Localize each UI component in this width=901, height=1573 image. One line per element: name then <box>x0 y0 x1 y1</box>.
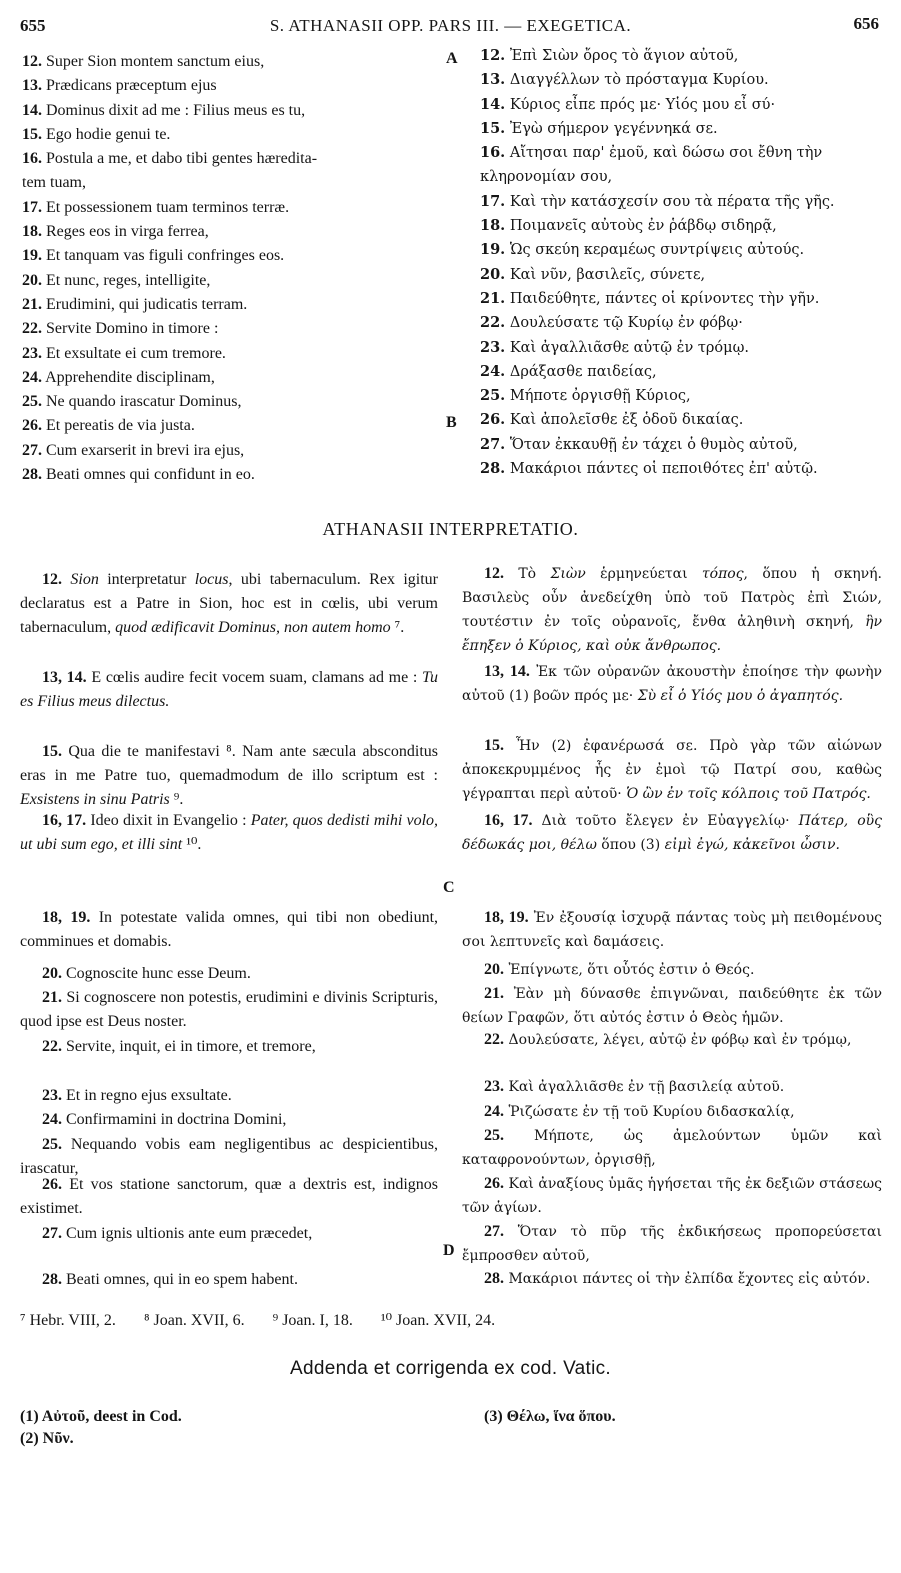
interpretation-paragraph <box>462 734 882 806</box>
paragraph-text: Ὅταν τὸ πῦρ τῆς ἐκδικήσεως προπορεύσεται ἔμπροσθεν αὐτοῦ, <box>462 1224 883 1264</box>
verse-text: Ὡς σκεύη κεραμέως συντρίψεις αὐτούς. <box>509 242 805 259</box>
verse-line <box>480 384 885 408</box>
verse-number: 22. <box>480 314 506 332</box>
quoted-text: Σιὼν <box>550 566 586 582</box>
interpretation-paragraph <box>20 809 438 857</box>
verse-line <box>480 44 885 68</box>
verse-line <box>22 99 440 123</box>
verse-line <box>22 366 440 390</box>
verse-number: 22. <box>42 1038 62 1055</box>
verse-text: Servite Domino in timore : <box>46 320 219 338</box>
verse-number: 20. <box>480 265 506 283</box>
interpretation-paragraph <box>20 986 438 1034</box>
verse-line <box>480 68 885 92</box>
page-number-right: 656 <box>853 14 879 33</box>
interpretation-paragraph <box>20 1268 438 1292</box>
verse-text: Καὶ ἀγαλλιᾶσθε αὐτῷ ἐν τρόμῳ. <box>509 339 750 356</box>
verse-number: 18, 19. <box>484 909 529 926</box>
footnotes <box>20 1310 519 1330</box>
paragraph-text: Μακάριοι πάντες οἱ τὴν ἐλπίδα ἔχοντες εἰς αὐτόν. <box>508 1271 871 1287</box>
interpretation-paragraph <box>462 1172 882 1220</box>
interpretation-paragraph <box>462 562 882 658</box>
quoted-text: εἰμὶ ἐγώ, κἀκεῖνοι ὦσιν. <box>664 837 840 853</box>
paragraph-text: Ἐκ τῶν οὐρανῶν ἀκουστὴν ἐποίησε τὴν φωνὴν αὐτοῦ (1) βοῶν πρός με· <box>462 664 883 704</box>
verse-line <box>480 457 885 481</box>
verse-number: 18. <box>480 217 506 235</box>
verse-line <box>480 238 885 262</box>
verse-text: Et pereatis de via justa. <box>46 417 195 435</box>
verse-number: 13. <box>22 77 42 95</box>
verse-number: 19. <box>480 241 506 259</box>
interpretation-paragraph <box>462 1267 882 1291</box>
verse-number: 14. <box>22 101 42 119</box>
verse-line <box>22 414 440 438</box>
paragraph-text: Δουλεύσατε, λέγει, αὐτῷ ἐν φόβῳ καὶ ἐν τρόμῳ, <box>508 1032 852 1048</box>
paragraph-text: ⁷. <box>390 619 405 636</box>
verse-text: Et possessionem tuam terminos terræ. <box>46 198 290 216</box>
verse-number: 23. <box>484 1078 504 1095</box>
verse-text: Et exsultate ei cum tremore. <box>46 344 226 362</box>
margin-marker-c: C <box>443 879 455 896</box>
paragraph-text: Confirmamini in doctrina Domini, <box>66 1111 287 1128</box>
addenda-left <box>20 1406 182 1450</box>
interpretation-paragraph <box>462 906 882 954</box>
verse-number: 12. <box>22 53 42 70</box>
verse-line <box>22 463 440 487</box>
verse-line <box>480 93 885 117</box>
running-header <box>0 16 901 44</box>
verse-text: Δράξασθε παιδείας, <box>509 363 657 380</box>
paragraph-text: ἑρμηνεύεται <box>585 566 702 582</box>
verse-line <box>22 220 440 244</box>
verse-number: 25. <box>22 393 42 411</box>
verse-number: 17. <box>480 192 506 210</box>
margin-marker-a: A <box>446 50 458 67</box>
quoted-text: Tu es Filius meus dilectus. <box>20 669 439 710</box>
verse-number: 19. <box>22 247 42 265</box>
verse-text: Ἐγὼ σήμερον γεγέννηκά σε. <box>509 120 718 137</box>
paragraph-text: Servite, inquit, ei in timore, et tremore, <box>66 1038 316 1055</box>
verse-text: κληρονομίαν σου, <box>480 169 613 186</box>
verse-number: 21. <box>484 985 504 1002</box>
verse-line <box>22 74 440 98</box>
verse-number: 21. <box>22 295 42 313</box>
verse-text: Et nunc, reges, intelligite, <box>46 271 211 289</box>
verse-number: 13. <box>480 71 506 89</box>
interpretation-paragraph <box>462 958 882 982</box>
verse-number: 25. <box>42 1136 62 1153</box>
verse-text: Παιδεύθητε, πάντες οἱ κρίνοντες τὴν γῆν. <box>509 290 820 307</box>
paragraph-text: , ὅπου ἡ σκηνή. Βασιλεὺς οὖν ἀνεδείχθη ὑπὸ τοῦ Πατρὸς ἐπὶ Σιών, τουτέστιν ἐν τοῖς οὐρανοῖς, ἔνθα ἀληθινὴ σκηνή, <box>462 566 882 630</box>
verse-text: Κύριος εἶπε πρός με· Υἱός μου εἶ σύ· <box>509 96 776 113</box>
verse-number: 21. <box>42 989 62 1006</box>
paragraph-text: In potestate valida omnes, qui tibi non obediunt, comminues et domabis. <box>20 909 439 950</box>
verse-line <box>480 311 885 335</box>
verse-line <box>480 190 885 214</box>
interpretation-paragraph <box>20 906 438 954</box>
verse-number: 12. <box>480 47 506 64</box>
verse-line <box>22 269 440 293</box>
verse-number: 16, 17. <box>484 812 533 829</box>
paragraph-text: , ubi tabernaculum. Rex igitur declaratus est a Patre in Sion, hoc est in cœlis, ubi verum tabernaculum, <box>20 571 438 636</box>
verse-line <box>480 165 885 189</box>
verse-number: 28. <box>22 466 42 484</box>
addenda-right <box>484 1406 616 1428</box>
quoted-text: Ὁ ὢν ἐν τοῖς κόλποις τοῦ Πατρός. <box>626 786 871 802</box>
verse-number: 12. <box>42 571 62 588</box>
quoted-text: Sion <box>70 571 99 588</box>
verse-number: 23. <box>22 344 42 362</box>
page-number-left: 655 <box>20 16 46 35</box>
interpretation-paragraph <box>20 1222 438 1246</box>
verse-line <box>22 244 440 268</box>
paragraph-text: Καὶ ἀγαλλιᾶσθε ἐν τῇ βασιλείᾳ αὐτοῦ. <box>508 1079 785 1095</box>
psalm-greek-column <box>480 44 885 481</box>
paragraph-text: Et in regno ejus exsultate. <box>66 1087 232 1104</box>
verse-number: 13, 14. <box>42 669 87 686</box>
quoted-text: Σὺ εἶ ὁ Υἱός μου ὁ ἀγαπητός. <box>637 688 844 704</box>
verse-line <box>22 123 440 147</box>
interpretation-paragraph <box>462 982 882 1030</box>
verse-number: 15. <box>22 125 42 143</box>
interpretation-paragraph <box>462 1075 882 1099</box>
paragraph-text: ὅπου (3) <box>596 837 665 853</box>
verse-line <box>480 287 885 311</box>
verse-number: 13, 14. <box>484 663 530 680</box>
verse-text: Et tanquam vas figuli confringes eos. <box>46 247 285 265</box>
paragraph-text: Ἐν ἐξουσίᾳ ἰσχυρᾷ πάντας τοὺς μὴ πειθομένους σοι λεπτυνεῖς καὶ δαμάσεις. <box>462 910 883 950</box>
interpretation-paragraph <box>20 1035 438 1059</box>
verse-number: 22. <box>484 1031 504 1048</box>
paragraph-text: ¹⁰. <box>182 836 202 853</box>
verse-number: 26. <box>22 417 42 435</box>
verse-text: Διαγγέλλων τὸ πρόσταγμα Κυρίου. <box>509 72 769 89</box>
interpretation-paragraph <box>462 1100 882 1124</box>
verse-number: 20. <box>484 961 504 978</box>
addenda-title: Addenda et corrigenda ex cod. Vatic. <box>290 1358 611 1379</box>
quoted-text: Πάτερ, οὓς δέδωκάς μοι, θέλω <box>462 813 882 853</box>
verse-number: 15. <box>42 743 62 760</box>
paragraph-text: Nequando vobis eam negligentibus ac despicientibus, irascatur, <box>20 1136 438 1177</box>
paragraph-text: E cœlis audire fecit vocem suam, clamans ad me : <box>91 669 423 686</box>
verse-line <box>480 263 885 287</box>
verse-text: Apprehendite disciplinam, <box>45 368 215 386</box>
verse-number: 28. <box>42 1271 62 1288</box>
footnote: ⁷ Hebr. VIII, 2. <box>20 1312 116 1329</box>
verse-text: Ὅταν ἐκκαυθῇ ἐν τάχει ὁ θυμὸς αὐτοῦ, <box>509 436 798 453</box>
verse-line <box>22 342 440 366</box>
verse-text: Καὶ ἀπολεῖσθε ἐξ ὁδοῦ δικαίας. <box>509 412 744 429</box>
verse-line <box>22 171 440 195</box>
verse-text: Erudimini, qui judicatis terram. <box>46 295 248 313</box>
verse-number: 23. <box>42 1087 62 1104</box>
verse-number: 20. <box>42 965 62 982</box>
paragraph-text: Ἦν (2) ἐφανέρωσά σε. Πρὸ γὰρ τῶν αἰώνων ἀποκεκρυμμένος ἧς ἐν ἐμοὶ τῷ Πατρί σου, καθὼς γέγραπται περὶ αὐτοῦ· <box>462 738 882 802</box>
quoted-text: Pater, quos dedisti mihi volo, ut ubi sum ego, et illi sint <box>20 812 439 853</box>
verse-number: 25. <box>484 1127 504 1144</box>
interpretation-paragraph <box>462 1220 882 1268</box>
verse-text: Ποιμανεῖς αὐτοὺς ἐν ῥάβδῳ σιδηρᾷ, <box>509 218 777 235</box>
verse-text: Καὶ νῦν, βασιλεῖς, σύνετε, <box>509 266 706 283</box>
footnote: ¹⁰ Joan. XVII, 24. <box>380 1312 496 1329</box>
verse-line <box>480 141 885 165</box>
margin-marker-b: B <box>446 414 457 431</box>
quoted-text: τόπος <box>701 566 744 582</box>
interpretation-paragraph <box>20 962 438 986</box>
verse-number: 24. <box>22 368 42 386</box>
verse-number: 17. <box>22 198 42 216</box>
verse-number: 24. <box>480 362 506 380</box>
verse-number: 24. <box>42 1111 62 1128</box>
verse-line <box>22 439 440 463</box>
verse-number: 14. <box>480 95 506 113</box>
verse-number: 22. <box>22 320 42 338</box>
paragraph-text: Ideo dixit in Evangelio : <box>90 812 251 829</box>
paragraph-text: Cum ignis ultionis ante eum præcedet, <box>66 1225 313 1242</box>
verse-number: 28. <box>480 460 506 478</box>
interpretation-paragraph <box>462 809 882 857</box>
verse-text: Μακάριοι πάντες οἱ πεποιθότες ἐπ' αὐτῷ. <box>509 461 818 478</box>
addenda-item: (1) Αὐτοῦ, deest in Cod. <box>20 1408 182 1425</box>
verse-text: Cum exarserit in brevi ira ejus, <box>46 441 245 459</box>
interpretation-paragraph <box>462 1028 882 1052</box>
interpretation-paragraph <box>462 660 882 708</box>
verse-number: 16. <box>22 150 42 168</box>
interpretation-paragraph <box>20 666 438 714</box>
verse-number: 15. <box>480 119 506 137</box>
verse-number: 23. <box>480 338 506 356</box>
verse-text: Super Sion montem sanctum eius, <box>46 53 265 70</box>
verse-line <box>480 117 885 141</box>
verse-line <box>22 50 440 74</box>
verse-line <box>22 293 440 317</box>
paragraph-text: Διὰ τοῦτο ἔλεγεν ἐν Εὐαγγελίῳ· <box>541 813 799 829</box>
paragraph-text: interpretatur <box>98 571 195 588</box>
verse-text: Καὶ τὴν κατάσχεσίν σου τὰ πέρατα τῆς γῆς. <box>509 193 835 210</box>
verse-text: Postula a me, et dabo tibi gentes hæredita- <box>46 150 318 168</box>
verse-line <box>480 360 885 384</box>
verse-line <box>22 317 440 341</box>
paragraph-text: Ἐὰν μὴ δύνασθε ἐπιγνῶναι, παιδεύθητε ἐκ τῶν θείων Γραφῶν, ὅτι αὐτός ἐστιν ὁ Θεὸς ἡμῶν. <box>462 986 882 1026</box>
verse-line <box>480 214 885 238</box>
verse-text: Μήποτε ὀργισθῇ Κύριος, <box>509 388 691 405</box>
verse-line <box>480 408 885 432</box>
verse-number: 12. <box>484 565 504 582</box>
quoted-text: Exsistens in sinu Patris <box>20 791 170 808</box>
verse-text: Prædicans præceptum ejus <box>46 77 217 95</box>
psalm-latin-column <box>22 50 440 487</box>
interpretation-paragraph <box>20 1173 438 1221</box>
verse-text: Αἴτησαι παρ' ἐμοῦ, καὶ δώσω σοι ἔθνη τὴν <box>509 145 823 162</box>
interpretation-paragraph <box>20 1084 438 1108</box>
interpretation-paragraph <box>20 1108 438 1132</box>
addenda-item: (3) Θέλω, ἵνα ὅπου. <box>484 1408 616 1425</box>
verse-text: Δουλεύσατε τῷ Κυρίῳ ἐν φόβῳ· <box>509 315 743 332</box>
paragraph-text: Qua die te manifestavi ⁸. Nam ante sæcula absconditus eras in me Patre tuo, quemadmodum de illo scriptum est : <box>20 743 439 784</box>
verse-number: 18. <box>22 223 42 241</box>
verse-number: 26. <box>484 1175 504 1192</box>
section-title: ATHANASII INTERPRETATIO. <box>322 519 579 539</box>
verse-number: 20. <box>22 271 42 289</box>
verse-text: Reges eos in virga ferrea, <box>46 223 209 241</box>
verse-line <box>480 433 885 457</box>
interpretation-paragraph <box>20 740 438 812</box>
paragraph-text: Et vos statione sanctorum, quæ a dextris est, indignos existimet. <box>20 1176 438 1217</box>
verse-number: 16, 17. <box>42 812 87 829</box>
verse-text: Ego hodie genui te. <box>46 125 171 143</box>
verse-number: 21. <box>480 289 506 307</box>
verse-number: 27. <box>484 1223 504 1240</box>
paragraph-text: Μήποτε, ὡς ἀμελούντων ὑμῶν καὶ καταφρονούντων, ὀργισθῇ, <box>462 1128 882 1168</box>
paragraph-text: Ῥιζώσατε ἐν τῇ τοῦ Κυρίου διδασκαλίᾳ, <box>508 1104 795 1120</box>
verse-text: Ἐπὶ Σιὼν ὄρος τὸ ἅγιον αὐτοῦ, <box>509 48 739 64</box>
verse-line <box>22 390 440 414</box>
verse-number: 27. <box>480 435 506 453</box>
footnote: ⁸ Joan. XVII, 6. <box>143 1312 245 1329</box>
verse-number: 27. <box>22 441 42 459</box>
verse-line <box>22 196 440 220</box>
running-title: S. ATHANASII OPP. PARS III. — EXEGETICA. <box>269 16 632 35</box>
verse-text: Beati omnes qui confidunt in eo. <box>46 466 255 484</box>
verse-text: Ne quando irascatur Dominus, <box>46 393 242 411</box>
verse-number: 24. <box>484 1103 504 1120</box>
verse-number: 27. <box>42 1225 62 1242</box>
paragraph-text: Τὸ <box>518 566 551 582</box>
interpretation-paragraph <box>20 568 438 640</box>
quoted-text: quod ædificavit Dominus, non autem homo <box>115 619 391 636</box>
paragraph-text: Ἐπίγνωτε, ὅτι οὗτός ἐστιν ὁ Θεός. <box>508 962 755 978</box>
verse-number: 18, 19. <box>42 909 91 926</box>
verse-text: tem tuam, <box>22 174 86 192</box>
paragraph-text: Si cognoscere non potestis, erudimini e divinis Scripturis, quod ipse est Deus noster. <box>20 989 438 1030</box>
paragraph-text: Beati omnes, qui in eo spem habent. <box>66 1271 298 1288</box>
interpretation-paragraph <box>462 1124 882 1172</box>
verse-line <box>22 147 440 171</box>
quoted-text: locus <box>194 571 229 588</box>
verse-number: 16. <box>480 144 506 162</box>
verse-number: 28. <box>484 1270 504 1287</box>
verse-number: 26. <box>42 1176 62 1193</box>
verse-number: 15. <box>484 737 504 754</box>
verse-line <box>480 336 885 360</box>
footnote: ⁹ Joan. I, 18. <box>272 1312 353 1329</box>
margin-marker-d: D <box>443 1242 455 1259</box>
paragraph-text: Καὶ ἀναξίους ὑμᾶς ἡγήσεται τῆς ἐκ δεξιῶν στάσεως τῶν ἁγίων. <box>462 1176 882 1216</box>
paragraph-text: Cognoscite hunc esse Deum. <box>66 965 251 982</box>
quoted-text: ἣν ἔπηξεν ὁ Κύριος, καὶ οὐκ ἄνθρωπος. <box>462 614 882 654</box>
addenda-item: (2) Νῦν. <box>20 1430 74 1447</box>
verse-text: Dominus dixit ad me : Filius meus es tu, <box>46 101 306 119</box>
verse-number: 26. <box>480 411 506 429</box>
verse-number: 25. <box>480 387 506 405</box>
paragraph-text: ⁹. <box>169 791 184 808</box>
